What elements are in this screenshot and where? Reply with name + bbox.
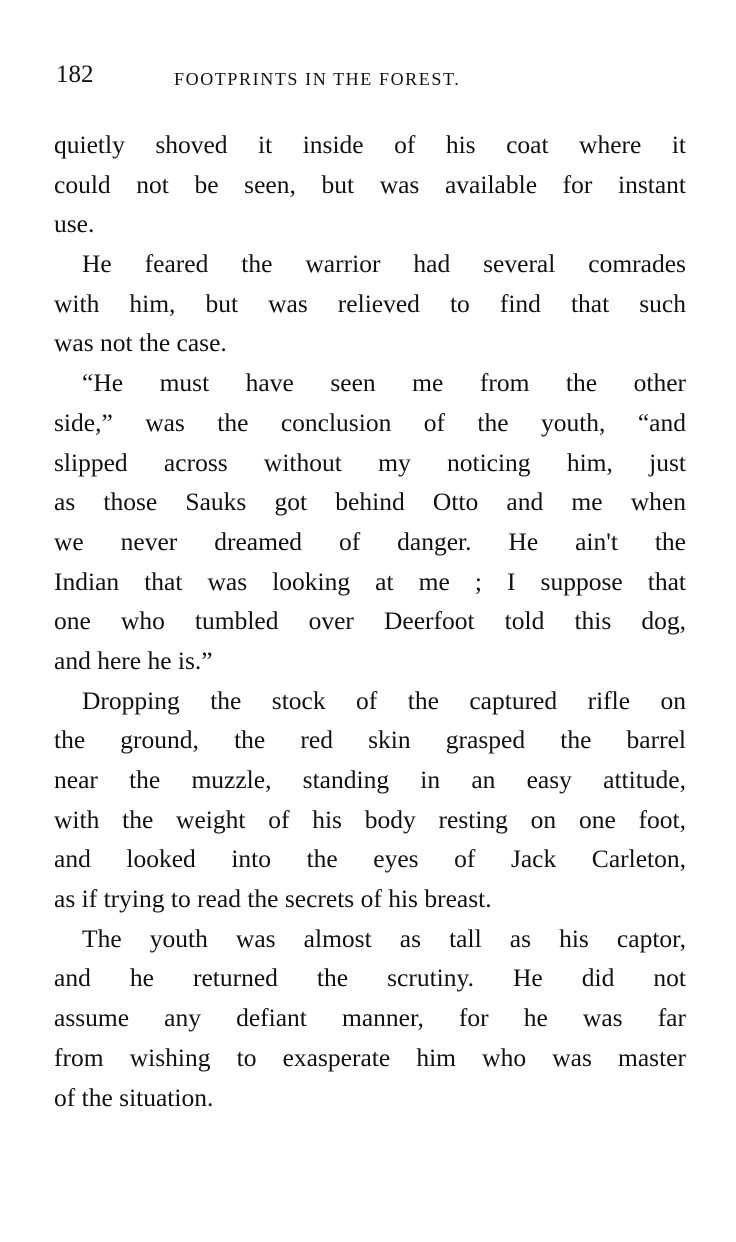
page-header [56, 58, 686, 92]
text-line: and looked into the eyes of Jack Carleton, [54, 844, 686, 874]
page-number: 182 [56, 61, 94, 88]
text-line: Dropping the stock of the captured rifle on [82, 685, 686, 715]
text-line: assume any defiant manner, for he was far [54, 1003, 686, 1033]
text-line: The youth was almost as tall as his captor, [82, 923, 686, 953]
text-line: and he returned the scrutiny. He did not [54, 963, 686, 993]
text-line: as if trying to read the secrets of his breast. [54, 884, 492, 914]
text-line: quietly shoved it inside of his coat where it [54, 130, 686, 159]
text-line: slipped across without my noticing him, just [54, 447, 686, 477]
text-line: we never dreamed of danger. He ain't the [54, 526, 686, 556]
text-line: from wishing to exasperate him who was master [54, 1042, 686, 1072]
text-line: side,” was the conclusion of the youth, “and [54, 407, 686, 437]
running-title: FOOTPRINTS IN THE FOREST. [174, 69, 461, 89]
text-line: near the muzzle, standing in an easy attitude, [54, 765, 686, 794]
text-line: one who tumbled over Deerfoot told this dog, [54, 606, 686, 636]
text-line: as those Sauks got behind Otto and me when [54, 487, 686, 517]
body-text [54, 125, 686, 1117]
text-line: the ground, the red skin grasped the barrel [54, 725, 686, 755]
text-line: and here he is.” [54, 645, 213, 675]
text-line: Indian that was looking at me ; I suppose that [54, 566, 686, 596]
text-line: He feared the warrior had several comrades [82, 249, 686, 279]
text-line: was not the case. [54, 328, 227, 358]
text-line: with him, but was relieved to find that such [54, 288, 686, 318]
text-line: with the weight of his body resting on one foot, [54, 804, 686, 834]
text-line: could not be seen, but was available for instant [54, 169, 686, 199]
text-line: “He must have seen me from the other [82, 368, 686, 398]
text-line: use. [54, 209, 95, 239]
text-line: of the situation. [54, 1082, 214, 1112]
